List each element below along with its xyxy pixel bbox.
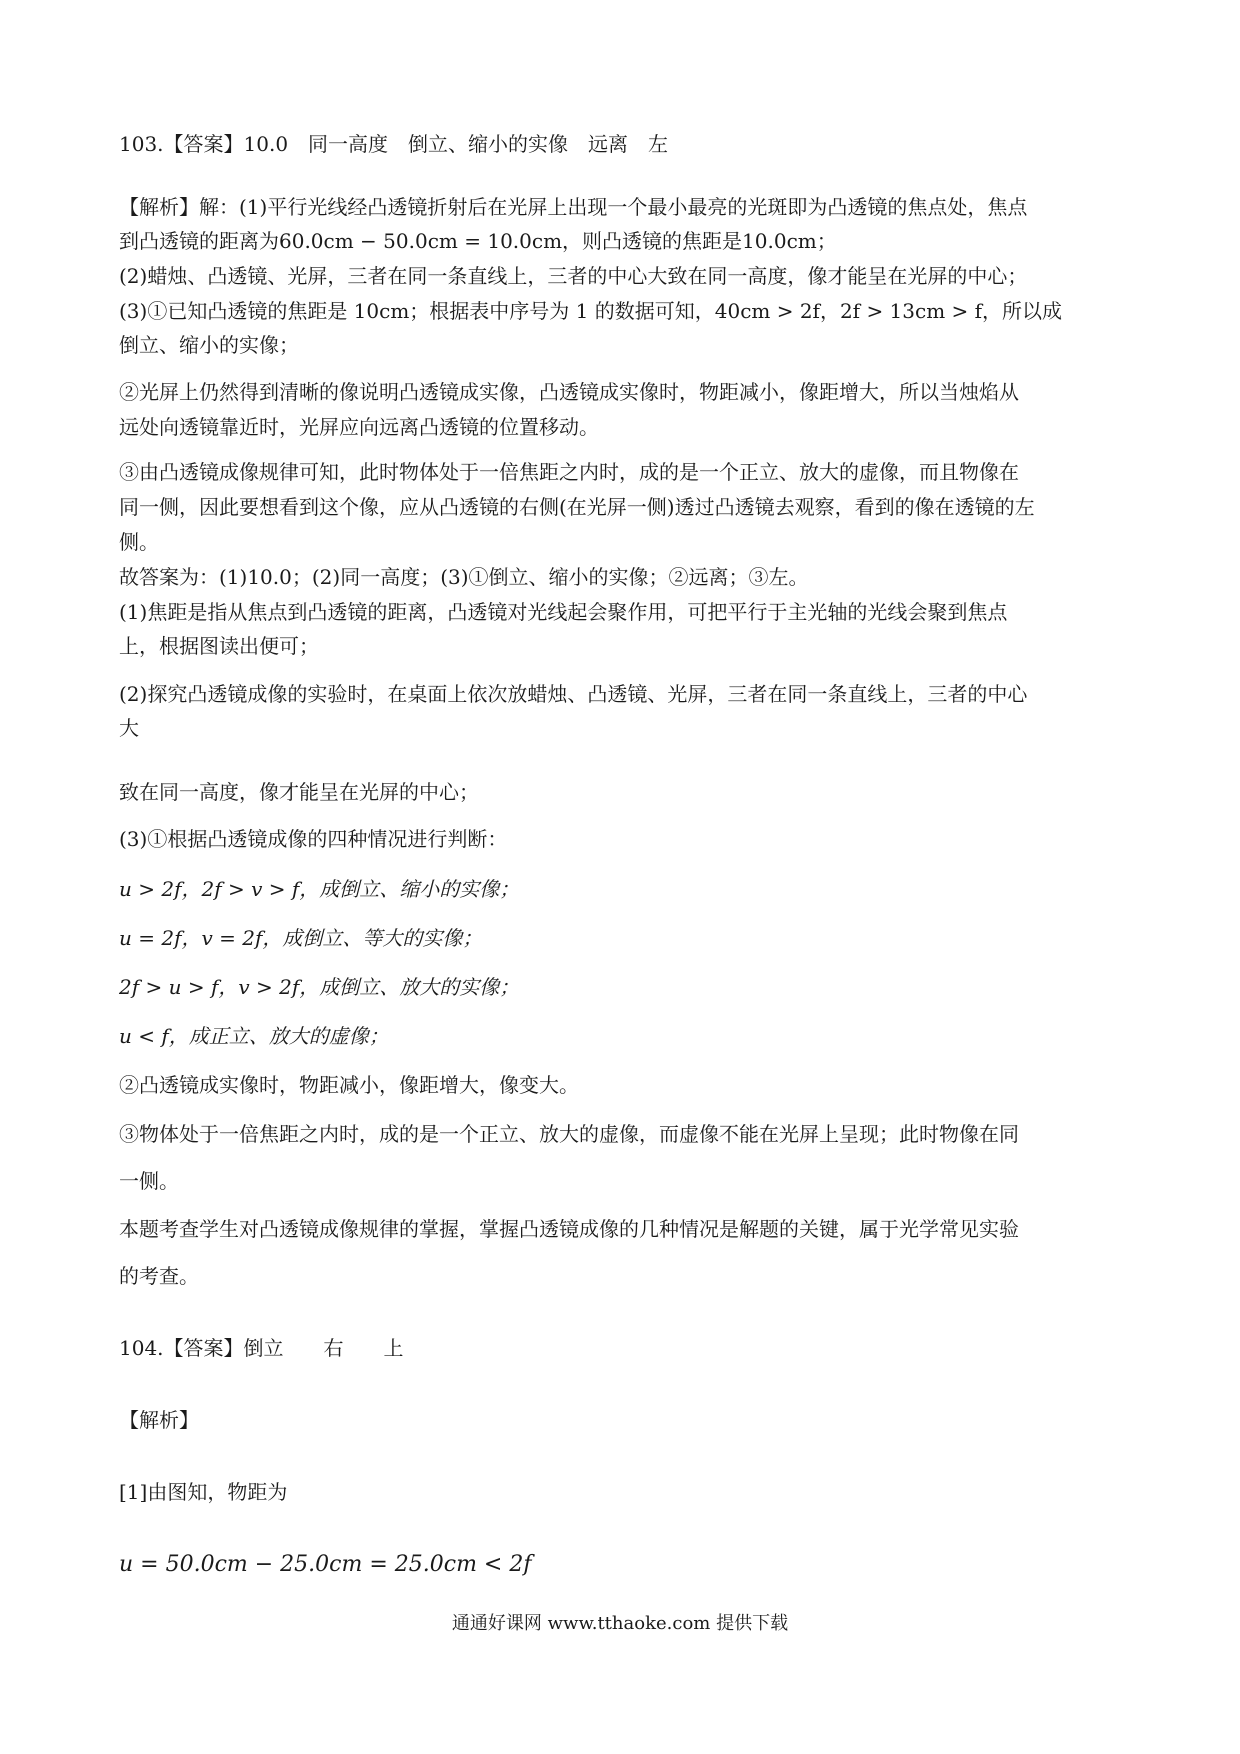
q103-line: 本题考查学生对凸透镜成像规律的掌握，掌握凸透镜成像的几种情况是解题的关键，属于光学常见实验 — [119, 1217, 1019, 1241]
q103-line: (3)①已知凸透镜的焦距是 10cm；根据表中序号为 1 的数据可知，40cm > 2f，2f > 13cm > f，所以成 — [119, 299, 1063, 323]
q103-line: 大 — [119, 716, 139, 740]
q103-line: 致在同一高度，像才能呈在光屏的中心； — [119, 780, 479, 804]
q103-line: 故答案为：(1)10.0；(2)同一高度；(3)①倒立、缩小的实像；②远离；③左。 — [119, 565, 809, 589]
q103-answer: 103.【答案】10.0 同一高度 倒立、缩小的实像 远离 左 — [119, 132, 669, 156]
q103-line: 同一侧，因此要想看到这个像，应从凸透镜的右侧(在光屏一侧)透过凸透镜去观察，看到的像在透镜的左 — [119, 495, 1035, 519]
q103-line: 【解析】解：(1)平行光线经凸透镜折射后在光屏上出现一个最小最亮的光斑即为凸透镜的焦点处，焦点 — [119, 195, 1028, 219]
q103-line: ③由凸透镜成像规律可知，此时物体处于一倍焦距之内时，成的是一个正立、放大的虚像，而且物像在 — [119, 460, 1019, 484]
q103-line: 上，根据图读出便可； — [119, 634, 319, 658]
q103-line: u > 2f，2f > v > f，成倒立、缩小的实像； — [119, 877, 520, 901]
q103-line: 倒立、缩小的实像； — [119, 333, 299, 357]
q103-line: 一侧。 — [119, 1169, 179, 1193]
q103-line: (1)焦距是指从焦点到凸透镜的距离，凸透镜对光线起会聚作用，可把平行于主光轴的光线会聚到焦点 — [119, 600, 1008, 624]
q103-line: u < f，成正立、放大的虚像； — [119, 1024, 389, 1048]
q104-step1: [1]由图知，物距为 — [119, 1480, 288, 1504]
q103-line: ②凸透镜成实像时，物距减小，像距增大，像变大。 — [119, 1073, 579, 1097]
q104-formula: u = 50.0cm − 25.0cm = 25.0cm < 2f — [119, 1552, 532, 1577]
q103-line: u = 2f，v = 2f，成倒立、等大的实像； — [119, 926, 483, 950]
q103-line: ③物体处于一倍焦距之内时，成的是一个正立、放大的虚像，而虚像不能在光屏上呈现；此时物像在同 — [119, 1122, 1019, 1146]
q103-line: 到凸透镜的距离为60.0cm − 50.0cm = 10.0cm，则凸透镜的焦距是10.0cm； — [119, 229, 837, 253]
q103-line: (2)探究凸透镜成像的实验时，在桌面上依次放蜡烛、凸透镜、光屏，三者在同一条直线上，三者的中心 — [119, 682, 1028, 706]
q103-line: (3)①根据凸透镜成像的四种情况进行判断： — [119, 827, 508, 851]
q104-analysis-label: 【解析】 — [119, 1408, 199, 1432]
q103-line: 远处向透镜靠近时，光屏应向远离凸透镜的位置移动。 — [119, 415, 599, 439]
q103-line: (2)蜡烛、凸透镜、光屏，三者在同一条直线上，三者的中心大致在同一高度，像才能呈在光屏的中心； — [119, 264, 1028, 288]
q103-line: 的考查。 — [119, 1264, 199, 1288]
q104-answer: 104.【答案】倒立 右 上 — [119, 1336, 404, 1360]
q103-line: 2f > u > f，v > 2f，成倒立、放大的实像； — [119, 975, 520, 999]
q103-line: ②光屏上仍然得到清晰的像说明凸透镜成实像，凸透镜成实像时，物距减小，像距增大，所以当烛焰从 — [119, 380, 1019, 404]
q103-line: 侧。 — [119, 530, 159, 554]
footer: 通通好课网 www.tthaoke.com 提供下载 — [451, 1613, 789, 1634]
